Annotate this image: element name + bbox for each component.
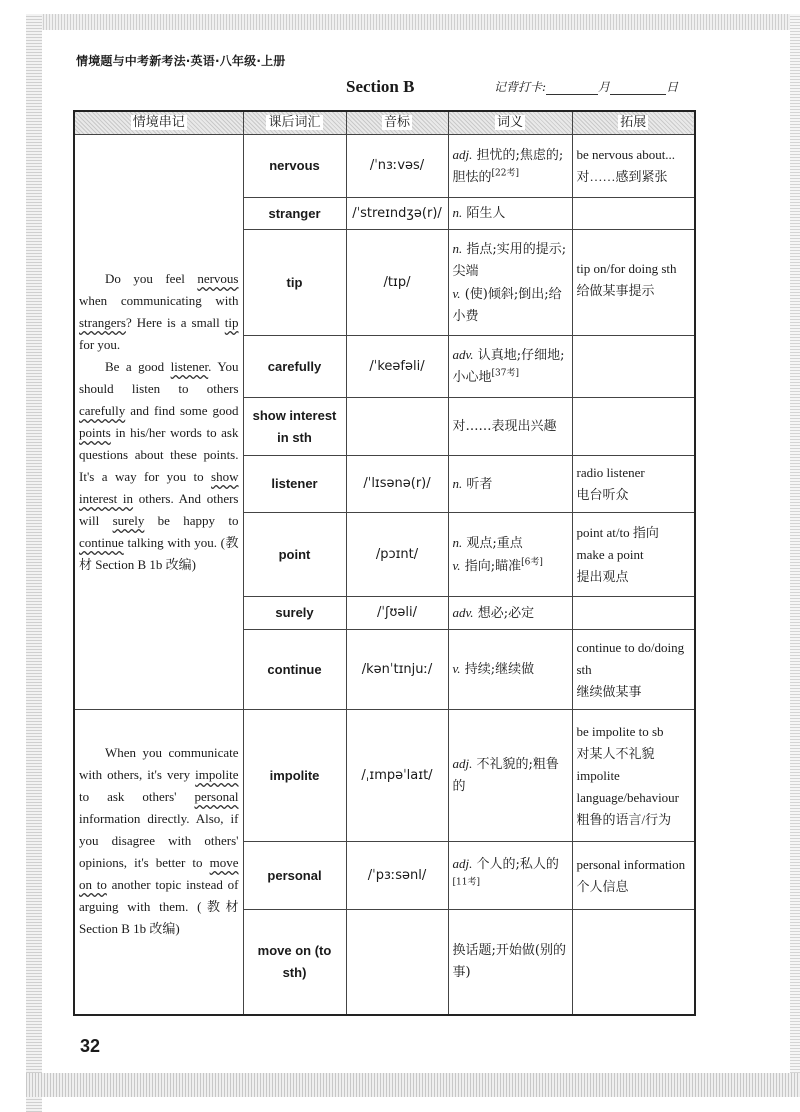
- context-story-1: [74, 135, 243, 710]
- table-header-row: [74, 111, 695, 135]
- meaning-cell: n. 观点;重点 v. 指向;瞄准[6考]: [448, 513, 572, 597]
- story-1-paragraph-1: Do you feel nervous when communicating with strangers? Here is a small tip for you.: [79, 271, 239, 352]
- phonetic-cell: /ˈʃʊəli/: [346, 597, 448, 630]
- meaning-cell: v. 持续;继续做: [448, 630, 572, 710]
- meaning-cell: n. 指点;实用的提示;尖端 v. (使)倾斜;倒出;给小费: [448, 230, 572, 336]
- extension-cell: personal information 个人信息: [572, 842, 695, 910]
- phonetic-cell: /ˈlɪsənə(r)/: [346, 456, 448, 513]
- extension-cell: [572, 597, 695, 630]
- word-cell: nervous: [243, 135, 346, 198]
- phonetic-cell: /kənˈtɪnjuː/: [346, 630, 448, 710]
- month-label: 月: [598, 80, 611, 94]
- month-blank[interactable]: [546, 82, 598, 95]
- exam-count-badge: [6考]: [521, 557, 543, 568]
- vocabulary-table: [73, 110, 696, 1016]
- word-cell: show interest in sth: [243, 398, 346, 456]
- table-row: [74, 710, 695, 842]
- extension-cell: be nervous about... 对……感到紧张: [572, 135, 695, 198]
- phonetic-cell: /ˌɪmpəˈlaɪt/: [346, 710, 448, 842]
- word-cell: move on (to sth): [243, 910, 346, 1015]
- table-row: [74, 135, 695, 198]
- extension-cell: tip on/for doing sth 给做某事提示: [572, 230, 695, 336]
- header-phonetic: 音标: [346, 111, 448, 135]
- header-extension: 拓展: [572, 111, 695, 135]
- story-2-paragraph-1: When you communicate with others, it's very impolite to ask others' personal information directly. Also, if you disagree with others' opinions, it's better to move on to another topic instead of arguing with them. (教材 Section B 1b 改编): [79, 745, 239, 936]
- day-blank[interactable]: [610, 82, 666, 95]
- word-cell: continue: [243, 630, 346, 710]
- phonetic-cell: /ˈpɜːsənl/: [346, 842, 448, 910]
- exam-count-badge: [11考]: [452, 877, 480, 888]
- extension-cell: [572, 198, 695, 230]
- phonetic-cell: [346, 910, 448, 1015]
- scan-edge-right: [790, 14, 800, 1094]
- extension-cell: [572, 398, 695, 456]
- word-cell: tip: [243, 230, 346, 336]
- extension-cell: point at/to 指向 make a point 提出观点: [572, 513, 695, 597]
- meaning-cell: adv. 认真地;仔细地;小心地[37考]: [448, 336, 572, 398]
- word-cell: listener: [243, 456, 346, 513]
- phonetic-cell: /ˈkeəfəli/: [346, 336, 448, 398]
- phonetic-cell: [346, 398, 448, 456]
- word-cell: personal: [243, 842, 346, 910]
- header-context: 情境串记: [74, 111, 243, 135]
- extension-cell: radio listener 电台听众: [572, 456, 695, 513]
- page-number: 32: [80, 1036, 101, 1056]
- header-words: 课后词汇: [243, 111, 346, 135]
- word-cell: carefully: [243, 336, 346, 398]
- phonetic-cell: /ˈstreɪndʒə(r)/: [346, 198, 448, 230]
- phonetic-cell: /tɪp/: [346, 230, 448, 336]
- meaning-cell: adj. 不礼貌的;粗鲁的: [448, 710, 572, 842]
- meaning-cell: 换话题;开始做(别的事): [448, 910, 572, 1015]
- word-cell: impolite: [243, 710, 346, 842]
- checkin-line: [494, 78, 678, 95]
- story-1-paragraph-2: Be a good listener. You should listen to others carefully and find some good points in his/her words to ask questions about these points. It's a way for you to show interest in others. And others will surely be happy to continue talking with you. (教材 Section B 1b 改编): [79, 359, 239, 572]
- meaning-cell: 对……表现出兴趣: [448, 398, 572, 456]
- meaning-cell: adv. 想必;必定: [448, 597, 572, 630]
- extension-cell: continue to do/doing sth 继续做某事: [572, 630, 695, 710]
- meaning-cell: n. 陌生人: [448, 198, 572, 230]
- scan-edge-left: [26, 14, 42, 1112]
- phonetic-cell: /ˈnɜːvəs/: [346, 135, 448, 198]
- word-cell: surely: [243, 597, 346, 630]
- meaning-cell: n. 听者: [448, 456, 572, 513]
- book-series-title: 情境题与中考新考法·英语·八年级·上册: [76, 54, 286, 68]
- section-title: Section B: [346, 77, 415, 96]
- checkin-label: 记背打卡:: [494, 80, 547, 94]
- phonetic-cell: /pɔɪnt/: [346, 513, 448, 597]
- extension-cell: [572, 336, 695, 398]
- meaning-cell: adj. 个人的;私人的[11考]: [448, 842, 572, 910]
- day-label: 日: [666, 80, 679, 94]
- extension-cell: [572, 910, 695, 1015]
- scan-edge-top: [40, 14, 800, 30]
- extension-cell: be impolite to sb 对某人不礼貌 impolite language/behaviour 粗鲁的语言/行为: [572, 710, 695, 842]
- context-story-2: [74, 710, 243, 1015]
- meaning-cell: adj. 担忧的;焦虑的;胆怯的[22考]: [448, 135, 572, 198]
- exam-count-badge: [22考]: [491, 168, 519, 179]
- exam-count-badge: [37考]: [491, 368, 519, 379]
- header-meaning: 词义: [448, 111, 572, 135]
- word-cell: point: [243, 513, 346, 597]
- scan-edge-bottom: [26, 1073, 800, 1097]
- word-cell: stranger: [243, 198, 346, 230]
